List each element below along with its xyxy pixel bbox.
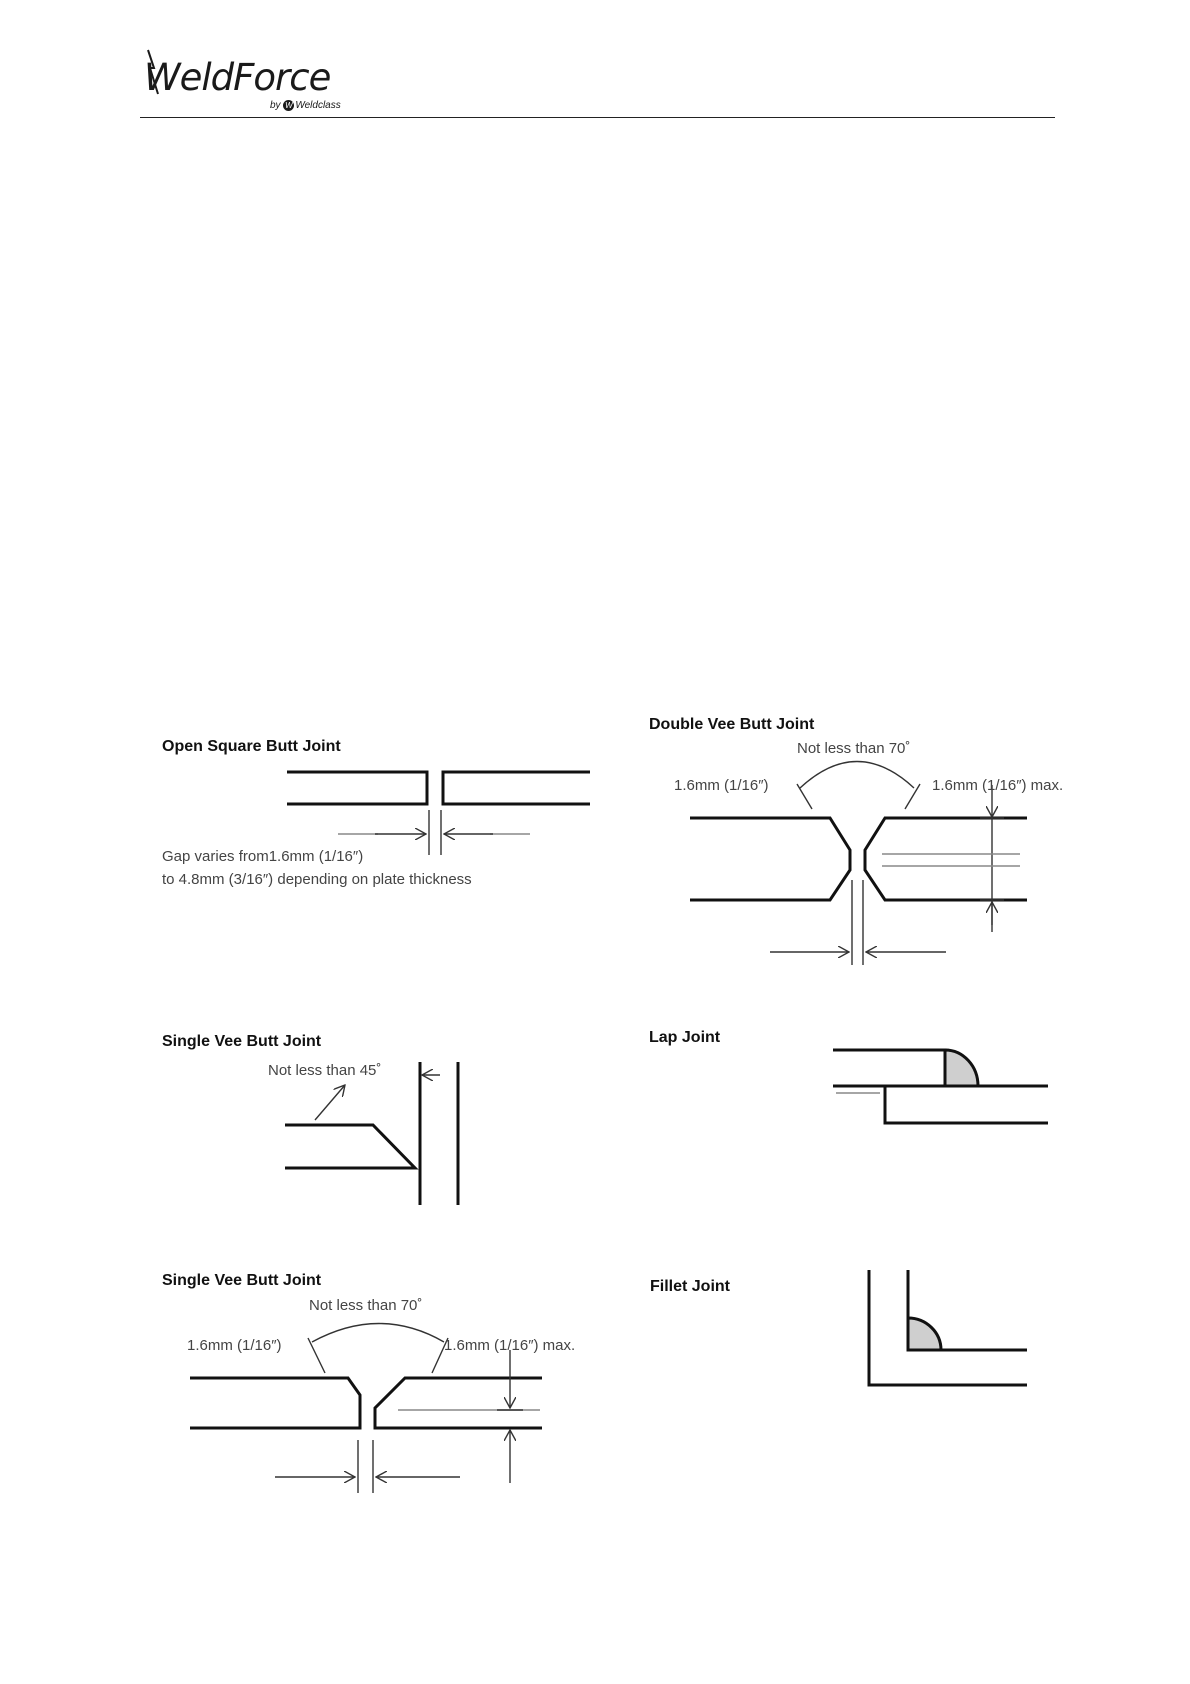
double-vee-left-dim: 1.6mm (1/16″)	[674, 777, 769, 794]
brand-by: by	[270, 100, 281, 112]
single-vee-70-angle-label: Not less than 70˚	[309, 1297, 423, 1314]
weldclass-badge-icon: W	[285, 101, 293, 110]
fillet-joint-diagram	[869, 1270, 1027, 1385]
open-square-note-line2: to 4.8mm (3/16″) depending on plate thickness	[162, 871, 472, 888]
lap-joint-title: Lap Joint	[649, 1029, 721, 1046]
brand-sub-name: Weldclass	[295, 100, 341, 112]
double-vee-right-dim: 1.6mm (1/16″) max.	[932, 777, 1064, 794]
lap-joint-diagram	[833, 1050, 1048, 1123]
brand-name: WeldForce	[144, 56, 331, 99]
single-vee-70-title: Single Vee Butt Joint	[162, 1272, 322, 1289]
single-vee-70-left-dim: 1.6mm (1/16″)	[187, 1337, 282, 1354]
single-vee-45-butt-joint-diagram	[285, 1062, 458, 1205]
single-vee-45-title: Single Vee Butt Joint	[162, 1033, 322, 1050]
single-vee-70-right-dim: 1.6mm (1/16″) max.	[444, 1337, 576, 1354]
open-square-note-line1: Gap varies from1.6mm (1/16″)	[162, 848, 364, 865]
double-vee-angle-label: Not less than 70˚	[797, 740, 911, 757]
double-vee-title: Double Vee Butt Joint	[649, 716, 815, 733]
fillet-joint-title: Fillet Joint	[650, 1278, 730, 1295]
open-square-title: Open Square Butt Joint	[162, 738, 341, 755]
single-vee-45-angle-label: Not less than 45˚	[268, 1062, 382, 1079]
open-square-butt-joint-diagram	[287, 772, 590, 855]
